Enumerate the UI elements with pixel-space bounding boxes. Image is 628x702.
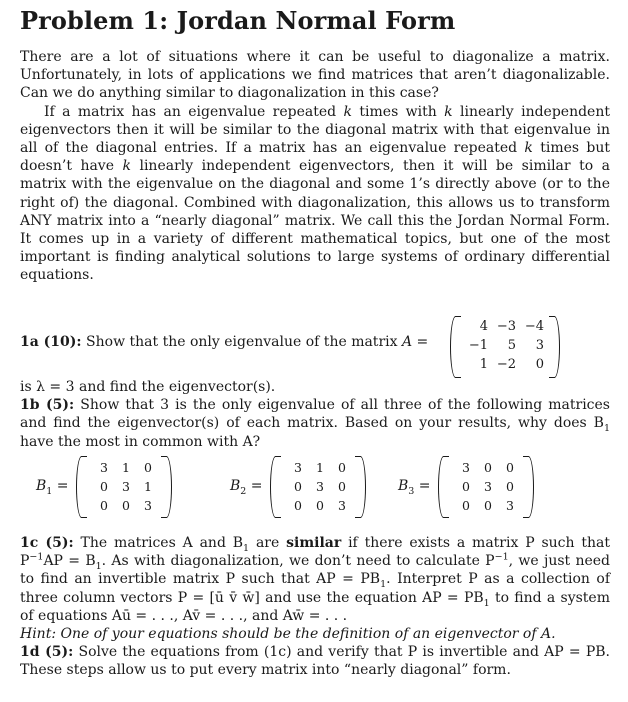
matrix-a-cell-r1c1: 4 (479, 319, 488, 334)
matrix-b3-grid (452, 459, 520, 515)
question-1c: 1c (5): The matrices A and $B_1$ are similar if there exists a matrix P such that $P^{-1}AP = B_1$. As with diagonalization, we don’t need to calculate $P^{-1}$, we just need to find an invertible matrix P such that AP = $PB_1$. Interpret P as a collection of three column vectors P = [ū v̄ w̄] and use the equation AP = $PB_1$ to find a system of equations Aū = . . ., Av̄ = . . ., and Aw̄ = . . . (20, 535, 611, 624)
matrix-b3-cell-r3c2: 0 (484, 498, 492, 513)
matrix-b1-cell-r1c2: 1 (122, 460, 130, 475)
matrix-a-cell-r3c2: −2 (496, 357, 516, 372)
matrix-a-cell-r3c1: 1 (479, 357, 488, 372)
hint-text: Hint: One of your equations should be the definition of an eigenvector of A. (20, 626, 556, 643)
intro-paragraph-1: There are a lot of situations where it can be useful to diagonalize a matrix. Unfortunately, in lots of applications we find matrices that aren’t diagonalizable. Can we do anything similar to diagonalization in this case? (20, 49, 610, 102)
page-title: Problem 1: Jordan Normal Form (20, 6, 456, 35)
matrix-b3-cell-r2c1: 0 (462, 479, 470, 494)
right-paren (355, 456, 366, 518)
intro-text (20, 48, 610, 285)
matrix-b2-cell-r2c2: 3 (316, 479, 324, 494)
matrix-b1-cell-r3c1: 0 (100, 498, 108, 513)
matrix-b2-cell-r3c3: 3 (338, 498, 346, 513)
matrix-a-cell-r2c2: 5 (507, 338, 516, 353)
matrix-a (450, 316, 560, 378)
question-1a-tail: is λ = 3 and find the eigenvector(s). (20, 379, 276, 395)
matrix-b3-cell-r3c3: 3 (506, 498, 514, 513)
right-paren (523, 456, 534, 518)
matrix-b1-grid (90, 459, 158, 515)
matrix-b2-cell-r1c2: 1 (316, 460, 324, 475)
matrix-b2-cell-r2c1: 0 (294, 479, 302, 494)
matrix-a-cell-r1c3: −4 (524, 319, 544, 334)
right-paren (161, 456, 172, 518)
question-1c-1d (20, 534, 610, 680)
matrix-b2-cell-r3c1: 0 (294, 498, 302, 513)
matrix-b2 (270, 456, 366, 518)
left-paren (76, 456, 87, 518)
matrix-b3-cell-r1c3: 0 (506, 460, 514, 475)
left-paren (270, 456, 281, 518)
matrix-b1-cell-r3c2: 0 (122, 498, 130, 513)
matrix-b2-cell-r3c2: 0 (316, 498, 324, 513)
matrix-b2-cell-r1c1: 3 (294, 460, 302, 475)
matrix-b1-cell-r2c1: 0 (100, 479, 108, 494)
matrix-b1-cell-r1c3: 0 (144, 460, 152, 475)
matrix-b3-cell-r2c3: 0 (506, 479, 514, 494)
matrix-b1-cell-r2c3: 1 (144, 479, 152, 494)
question-1a-prompt: 1a (10): Show that the only eigenvalue of the matrix A = (20, 334, 429, 350)
question-1a (20, 316, 610, 380)
matrix-b3-cell-r1c2: 0 (484, 460, 492, 475)
matrix-b1-cell-r2c2: 3 (122, 479, 130, 494)
matrix-b3-cell-r1c1: 3 (462, 460, 470, 475)
question-1d: 1d (5): Solve the equations from (1c) and verify that P is invertible and AP = PB. These steps allow us to put every matrix into “nearly diagonal” form. (20, 644, 611, 679)
matrix-b2-cell-r2c3: 0 (338, 479, 346, 494)
left-paren (450, 316, 461, 378)
matrix-b3 (438, 456, 534, 518)
b1-label: $B_1$ = (36, 478, 69, 497)
right-paren (549, 316, 560, 378)
matrix-b3-cell-r2c2: 3 (484, 479, 492, 494)
matrix-b1-cell-r3c3: 3 (144, 498, 152, 513)
matrix-b3-cell-r3c1: 0 (462, 498, 470, 513)
matrix-a-cell-r3c3: 0 (535, 357, 544, 372)
intro-paragraph-2: If a matrix has an eigenvalue repeated k times with k linearly independent eigenvectors then it will be similar to the diagonal matrix with that eigenvalue in all of the diagonal entries. If a matrix has an eigenvalue repeated k times but doesn’t have k linearly independent eigenvectors, then it will be similar to a matrix with the eigenvalue on the diagonal and some 1’s directly above (or to the right of) the diagonal. Combined with diagonalization, this allows us to transform ANY matrix into a “nearly diagonal” matrix. We call this the Jordan Normal Form. It comes up in a variety of different mathematical topics, but one of the most important is finding analytical solutions to large systems of ordinary differential equations. (20, 103, 610, 284)
matrix-a-cell-r2c1: −1 (468, 338, 488, 353)
matrix-b1-cell-r1c1: 3 (100, 460, 108, 475)
matrix-a-cell-r2c3: 3 (535, 338, 544, 353)
matrix-a-cell-r1c2: −3 (496, 319, 516, 334)
matrix-b2-cell-r1c3: 0 (338, 460, 346, 475)
b3-label: $B_3$ = (398, 478, 431, 497)
matrix-b1 (76, 456, 172, 518)
question-1a-1b (20, 378, 610, 451)
question-1b: 1b (5): Show that 3 is the only eigenvalue of all three of the following matrices and find the eigenvector(s) of each matrix. Based on your results, why does $B_1$ have the most in common with A? (20, 397, 610, 450)
matrix-b2-grid (284, 459, 352, 515)
b2-label: $B_2$ = (230, 478, 263, 497)
b-matrices (20, 456, 610, 520)
matrix-a-grid (464, 318, 546, 376)
left-paren (438, 456, 449, 518)
